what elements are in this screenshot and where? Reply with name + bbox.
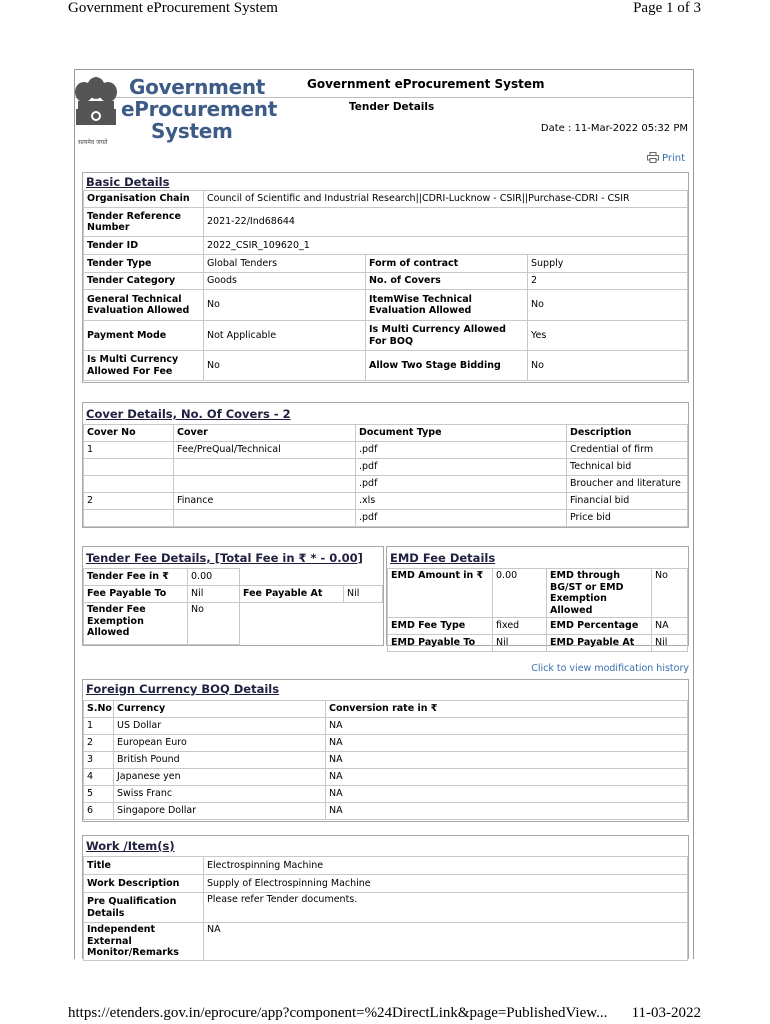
cover-details-title: Cover Details, No. Of Covers - 2 <box>86 407 291 421</box>
table-row <box>84 857 688 875</box>
table-cell: European Euro <box>114 735 326 752</box>
tender-fee-label: Tender Fee in ₹ <box>84 569 188 586</box>
multi-currency-fee-value: No <box>204 351 366 381</box>
payment-mode-value: Not Applicable <box>204 321 366 351</box>
column-header: Conversion rate in ₹ <box>326 701 688 718</box>
multi-currency-boq-label: Is Multi Currency Allowed For BOQ <box>366 321 528 351</box>
table-cell: .pdf <box>356 510 567 527</box>
table-row <box>84 586 383 603</box>
table-row <box>84 735 688 752</box>
sub-title: Tender Details <box>349 101 435 113</box>
table-cell: Price bid <box>567 510 688 527</box>
work-description-value: Supply of Electrospinning Machine <box>204 875 688 893</box>
table-cell: 2 <box>84 493 174 510</box>
table-row <box>84 752 688 769</box>
tender-category-label: Tender Category <box>84 273 204 290</box>
table-row <box>84 718 688 735</box>
emd-percentage-value: NA <box>652 618 688 635</box>
org-chain-value: Council of Scientific and Industrial Research||CDRI-Lucknow - CSIR||Purchase-CDRI - CSIR <box>204 191 688 208</box>
table-row <box>388 618 688 635</box>
table-cell: .pdf <box>356 459 567 476</box>
table-cell: Singapore Dollar <box>114 803 326 820</box>
printer-icon <box>647 152 659 163</box>
tender-id-value: 2022_CSIR_109620_1 <box>204 237 688 255</box>
fee-payable-to-value: Nil <box>188 586 240 603</box>
table-row <box>388 635 688 652</box>
emd-payable-at-label: EMD Payable At <box>547 635 652 652</box>
emd-fee-type-value: fixed <box>493 618 547 635</box>
print-link[interactable] <box>647 152 685 164</box>
emd-fee-section <box>386 546 689 649</box>
tender-fee-table <box>83 568 383 645</box>
table-cell <box>174 459 356 476</box>
ite-label: ItemWise Technical Evaluation Allowed <box>366 290 528 321</box>
table-cell: Swiss Franc <box>114 786 326 803</box>
gte-label: General Technical Evaluation Allowed <box>84 290 204 321</box>
contract-form-value: Supply <box>528 255 688 273</box>
portal-logo-text <box>121 76 277 142</box>
table-cell: NA <box>326 752 688 769</box>
table-row <box>84 351 688 381</box>
table-row <box>84 273 688 290</box>
tender-id-label: Tender ID <box>84 237 204 255</box>
emd-percentage-label: EMD Percentage <box>547 618 652 635</box>
table-cell: 3 <box>84 752 114 769</box>
emd-payable-to-label: EMD Payable To <box>388 635 493 652</box>
two-stage-value: No <box>528 351 688 381</box>
table-cell: 6 <box>84 803 114 820</box>
table-row <box>84 786 688 803</box>
emd-fee-table <box>387 568 688 652</box>
table-header-row <box>84 701 688 718</box>
table-row <box>84 191 688 208</box>
emd-payable-at-value: Nil <box>652 635 688 652</box>
table-row <box>84 459 688 476</box>
report-date: Date : 11-Mar-2022 05:32 PM <box>540 123 688 134</box>
tender-fee-title: Tender Fee Details, [Total Fee in ₹ * - 0.00] <box>86 551 363 565</box>
table-cell <box>174 476 356 493</box>
table-cell: Financial bid <box>567 493 688 510</box>
cover-details-section <box>82 402 689 528</box>
work-title-label: Title <box>84 857 204 875</box>
basic-details-title: Basic Details <box>86 175 170 189</box>
table-cell <box>84 510 174 527</box>
ite-value: No <box>528 290 688 321</box>
table-cell: Credential of firm <box>567 442 688 459</box>
table-cell: NA <box>326 735 688 752</box>
table-row <box>84 510 688 527</box>
tender-ref-label: Tender Reference Number <box>84 208 204 237</box>
external-monitor-value: NA <box>204 923 688 961</box>
column-header: Description <box>567 425 688 442</box>
table-row <box>84 493 688 510</box>
emd-amount-value: 0.00 <box>493 569 547 618</box>
contract-form-label: Form of contract <box>366 255 528 273</box>
pre-qualification-label: Pre Qualification Details <box>84 893 204 923</box>
table-row <box>84 208 688 237</box>
table-cell: Fee/PreQual/Technical <box>174 442 356 459</box>
column-header: Document Type <box>356 425 567 442</box>
emd-payable-to-value: Nil <box>493 635 547 652</box>
table-row <box>84 875 688 893</box>
work-items-table <box>83 856 688 961</box>
fee-payable-at-label: Fee Payable At <box>240 586 344 603</box>
table-cell: British Pound <box>114 752 326 769</box>
fee-payable-to-label: Fee Payable To <box>84 586 188 603</box>
table-cell: 2 <box>84 735 114 752</box>
modification-history-link[interactable]: Click to view modification history <box>531 663 689 674</box>
table-cell: Broucher and literature <box>567 476 688 493</box>
table-cell: .xls <box>356 493 567 510</box>
emd-fee-type-label: EMD Fee Type <box>388 618 493 635</box>
table-row <box>84 321 688 351</box>
multi-currency-boq-value: Yes <box>528 321 688 351</box>
site-title: Government eProcurement System <box>307 77 545 91</box>
table-cell: US Dollar <box>114 718 326 735</box>
table-cell <box>84 476 174 493</box>
table-cell: Japanese yen <box>114 769 326 786</box>
foreign-currency-table <box>83 700 688 820</box>
covers-count-label: No. of Covers <box>366 273 528 290</box>
tender-fee-value: 0.00 <box>188 569 240 586</box>
tender-type-label: Tender Type <box>84 255 204 273</box>
fee-payable-at-value: Nil <box>344 586 383 603</box>
table-cell <box>174 510 356 527</box>
table-row <box>84 769 688 786</box>
table-cell: NA <box>326 786 688 803</box>
table-row <box>84 569 383 586</box>
two-stage-label: Allow Two Stage Bidding <box>366 351 528 381</box>
table-row <box>84 893 688 923</box>
table-row <box>84 923 688 961</box>
column-header: Cover <box>174 425 356 442</box>
print-label: Print <box>661 153 685 164</box>
table-cell: .pdf <box>356 442 567 459</box>
table-cell: 1 <box>84 442 174 459</box>
table-row <box>84 255 688 273</box>
column-header: S.No <box>84 701 114 718</box>
foreign-currency-title: Foreign Currency BOQ Details <box>86 682 280 696</box>
column-header: Cover No <box>84 425 174 442</box>
table-cell: Technical bid <box>567 459 688 476</box>
table-cell <box>84 459 174 476</box>
emblem-caption: सत्यमेव जयते <box>78 139 108 146</box>
gte-value: No <box>204 290 366 321</box>
foreign-currency-section <box>82 679 689 822</box>
tender-category-value: Goods <box>204 273 366 290</box>
table-row <box>84 237 688 255</box>
table-cell: Finance <box>174 493 356 510</box>
tender-type-value: Global Tenders <box>204 255 366 273</box>
table-row <box>84 290 688 321</box>
table-header-row <box>84 425 688 442</box>
table-cell: .pdf <box>356 476 567 493</box>
table-row <box>84 442 688 459</box>
table-cell: NA <box>326 769 688 786</box>
external-monitor-label: Independent External Monitor/Remarks <box>84 923 204 961</box>
covers-count-value: 2 <box>528 273 688 290</box>
payment-mode-label: Payment Mode <box>84 321 204 351</box>
page-number: Page 1 of 3 <box>633 0 701 16</box>
fee-exemption-value: No <box>188 603 240 645</box>
tender-fee-section <box>82 546 384 646</box>
work-title-value: Electrospinning Machine <box>204 857 688 875</box>
basic-details-table <box>83 190 688 381</box>
basic-details-section <box>82 172 689 383</box>
emd-amount-label: EMD Amount in ₹ <box>388 569 493 618</box>
table-row <box>388 569 688 618</box>
table-cell: 4 <box>84 769 114 786</box>
emd-fee-title: EMD Fee Details <box>390 551 496 565</box>
table-cell: 5 <box>84 786 114 803</box>
page-footer-date: 11-03-2022 <box>631 1005 701 1021</box>
table-row <box>84 603 383 645</box>
emd-through-label: EMD through BG/ST or EMD Exemption Allowed <box>547 569 652 618</box>
column-header: Currency <box>114 701 326 718</box>
pre-qualification-value: Please refer Tender documents. <box>204 893 688 923</box>
table-cell: NA <box>326 803 688 820</box>
work-items-title: Work /Item(s) <box>86 839 175 853</box>
org-chain-label: Organisation Chain <box>84 191 204 208</box>
work-items-section <box>82 835 689 959</box>
emd-through-value: No <box>652 569 688 618</box>
table-cell: NA <box>326 718 688 735</box>
page-footer-url: https://etenders.gov.in/eprocure/app?component=%24DirectLink&page=PublishedView... <box>68 1005 608 1021</box>
page-header-title: Government eProcurement System <box>68 0 278 16</box>
table-row <box>84 803 688 820</box>
table-row <box>84 476 688 493</box>
work-description-label: Work Description <box>84 875 204 893</box>
tender-ref-value: 2021-22/Ind68644 <box>204 208 688 237</box>
logo-line-1: Government <box>129 75 266 99</box>
logo-line-2: eProcurement <box>121 97 277 121</box>
multi-currency-fee-label: Is Multi Currency Allowed For Fee <box>84 351 204 381</box>
fee-exemption-label: Tender Fee Exemption Allowed <box>84 603 188 645</box>
logo-line-3: System <box>151 119 233 143</box>
table-cell: 1 <box>84 718 114 735</box>
cover-details-table <box>83 424 688 527</box>
